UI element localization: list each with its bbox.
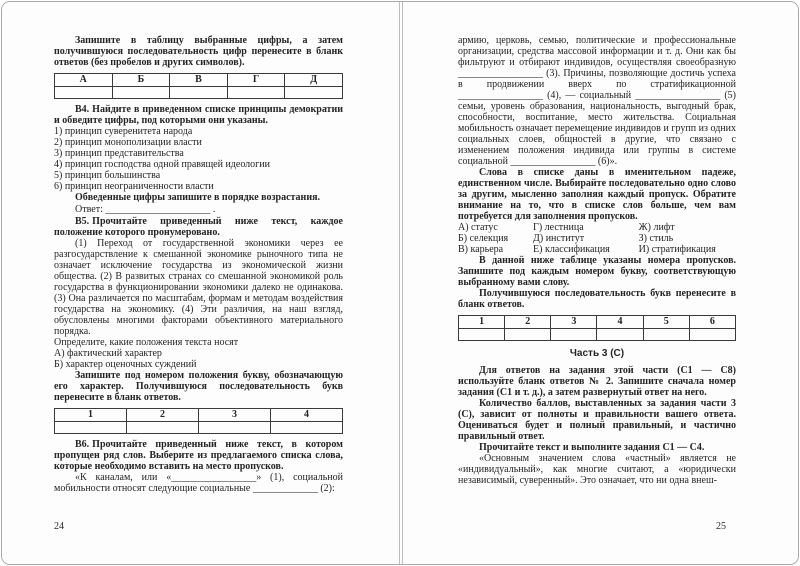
answer-cell-empty [459, 329, 505, 341]
table-header-cell: 5 [643, 316, 689, 329]
b6-table-note: В данной ниже таблице указаны номера пропусков. Запишите под каждым номером букву, соответствующую выбранному вами слову. [458, 255, 736, 288]
book-spread [1, 1, 799, 565]
b4-option-4: 4) принцип господства одной правящей идеологии [54, 159, 270, 170]
answer-cell-empty [689, 329, 735, 341]
answer-cell-empty [199, 422, 271, 434]
b4-option-5: 5) принцип большинства [54, 170, 161, 181]
word-item: И) стратификация [638, 244, 716, 255]
answer-cell-empty [55, 422, 127, 434]
word-item: В) карьера [458, 244, 504, 255]
table-header-row [55, 74, 343, 87]
task-b4-statement [54, 104, 343, 126]
answer-table-letters [54, 73, 343, 99]
answer-table-b5 [54, 408, 343, 434]
b3-tail-instruction: Запишите в таблицу выбранные цифры, а затем получившуюся последовательность цифр перенесите в бланк ответов (без пробелов и других символов). [54, 35, 343, 68]
table-header-cell: Д [285, 74, 343, 87]
task-b4-text: Найдите в приведенном списке принципы демократии и обведите цифры, под которыми они указаны. [54, 104, 343, 126]
part3-instruction-2: Количество баллов, выставленных за задания части 3 (С), зависит от полноты и правильности вашего ответа. Оцениваться будет и полный правильный, и частично правильный ответ. [458, 398, 736, 442]
table-header-cell: 1 [459, 316, 505, 329]
table-header-cell: 6 [689, 316, 735, 329]
page-24 [2, 2, 400, 564]
table-header-cell: Г [227, 74, 285, 87]
task-b5-label: В5. [75, 216, 90, 227]
answer-cell-empty [597, 329, 643, 341]
answer-cell-empty [285, 87, 343, 99]
b4-option-6: 6) принцип неограниченности власти [54, 181, 214, 192]
table-header-cell: 2 [505, 316, 551, 329]
answer-cell-empty [551, 329, 597, 341]
task-b6-text: Прочитайте приведенный ниже текст, в котором пропущен ряд слов. Выберите из предлагаемого списка слова, которые необходимо вставить на место пропусков. [54, 439, 343, 472]
b4-answer-line: Ответ: _____________________ . [75, 204, 216, 215]
answer-cell-empty [170, 87, 228, 99]
word-item: Ж) лифт [638, 222, 675, 233]
answer-cell-empty [643, 329, 689, 341]
answer-cell-empty [227, 87, 285, 99]
table-header-cell: Б [112, 74, 170, 87]
answer-table-b6 [458, 315, 736, 341]
table-header-cell: 4 [597, 316, 643, 329]
part3-heading: Часть 3 (С) [569, 348, 625, 359]
b6-passage-start: «К каналам, или «_________________» (1), социальной мобильности относят следующие социальные _____________ (2): [54, 472, 343, 494]
answer-cell-empty [55, 87, 113, 99]
part3-instruction-1: Для ответов на задания этой части (С1 — С8) используйте бланк ответов № 2. Запишите сначала номер задания (С1 и т. д.), а затем развернутый ответ на него. [458, 365, 736, 398]
table-header-cell: 3 [551, 316, 597, 329]
b5-option-a: А) фактический характер [54, 348, 162, 359]
table-answer-row [459, 329, 736, 341]
task-b4-label: В4. [75, 104, 90, 115]
b6-passage-continued: армию, церковь, семью, политические и профессиональные организации, средства массовой информации и т. д. Они как бы фильтруют и отбирают индивидов, осуществляя своеобразную _________________ (3). Причины, позволяющие достичь успеха в продвижении вверх по стратификационной _________________ (4), — социальный _________________ (5) семьи, уровень образования, национальность, выгодный брак, способности, воспитание, место жительства. Социальная мобильность означает перемещение индивидов и групп из одних социальных слоев, общностей в другие, что связано с изменением положения индивида или группы в системе социальной _________________ (6)». [458, 35, 736, 167]
page-25 [402, 2, 798, 564]
table-header-cell: А [55, 74, 113, 87]
word-item: Г) лестница [533, 222, 584, 233]
word-item: З) стиль [638, 233, 674, 244]
table-header-cell: В [170, 74, 228, 87]
table-header-cell: 1 [55, 409, 127, 422]
b4-option-2: 2) принцип монополизации власти [54, 137, 202, 148]
b5-instruction: Запишите под номером положения букву, обозначающую его характер. Получившуюся последовательность букв перенесите в бланк ответов. [54, 370, 343, 403]
answer-cell-empty [127, 422, 199, 434]
b4-outro: Обведенные цифры запишите в порядке возрастания. [75, 192, 320, 203]
page-number-right: 25 [716, 521, 726, 532]
b5-option-b: Б) характер оценочных суждений [54, 359, 197, 370]
task-b5-text: Прочитайте приведенный ниже текст, каждое положение которого пронумеровано. [54, 216, 343, 238]
word-item: Е) классификация [533, 244, 610, 255]
table-header-row [55, 409, 343, 422]
word-item: А) статус [458, 222, 498, 233]
b6-transfer-note: Получившуюся последовательность букв перенесите в бланк ответов. [458, 288, 736, 310]
answer-cell-empty [112, 87, 170, 99]
table-header-row [459, 316, 736, 329]
table-header-cell: 3 [199, 409, 271, 422]
page-number-left: 24 [54, 521, 64, 532]
task-b6-label: В6. [75, 439, 90, 450]
answer-cell-empty [505, 329, 551, 341]
table-header-cell: 4 [271, 409, 343, 422]
word-item: Д) институт [533, 233, 585, 244]
b5-passage: (1) Переход от государственной экономики через ее разгосударствление к смешанной экономике рыночного типа не означает исключение государства из экономической жизни общества. (2) В развитых странах со смешанной экономикой роль государства в функционировании экономики далеко не одинакова. (3) Она различается по масштабам, формам и методам воздействия государства на экономику. (4) Эти различия, на наш взгляд, обусловлены многими факторами объективного материального порядка. [54, 238, 343, 337]
answer-cell-empty [271, 422, 343, 434]
b4-option-3: 3) принцип представительства [54, 148, 184, 159]
word-item: Б) селекция [458, 233, 509, 244]
table-header-cell: 2 [127, 409, 199, 422]
task-b6-statement [54, 439, 343, 472]
table-answer-row [55, 87, 343, 99]
task-b5-statement [54, 216, 343, 238]
b4-option-1: 1) принцип суверенитета народа [54, 126, 193, 137]
part3-instruction-3: Прочитайте текст и выполните задания С1 — С4. [479, 442, 705, 453]
b6-word-list [458, 222, 736, 255]
c1-passage-start: «Основным значением слова «частный» является не «индивидуальный», как многие считают, а «юридически независимый, суверенный». Это означает, что ни одна внеш- [458, 453, 736, 486]
table-answer-row [55, 422, 343, 434]
b6-words-note: Слова в списке даны в именительном падеже, единственном числе. Выбирайте последовательно одно слово за другим, мысленно заполняя каждый пропуск. Обратите внимание на то, что в списке слов больше, чем вам потребуется для заполнения пропусков. [458, 167, 736, 222]
b5-determine: Определите, какие положения текста носят [54, 337, 239, 348]
